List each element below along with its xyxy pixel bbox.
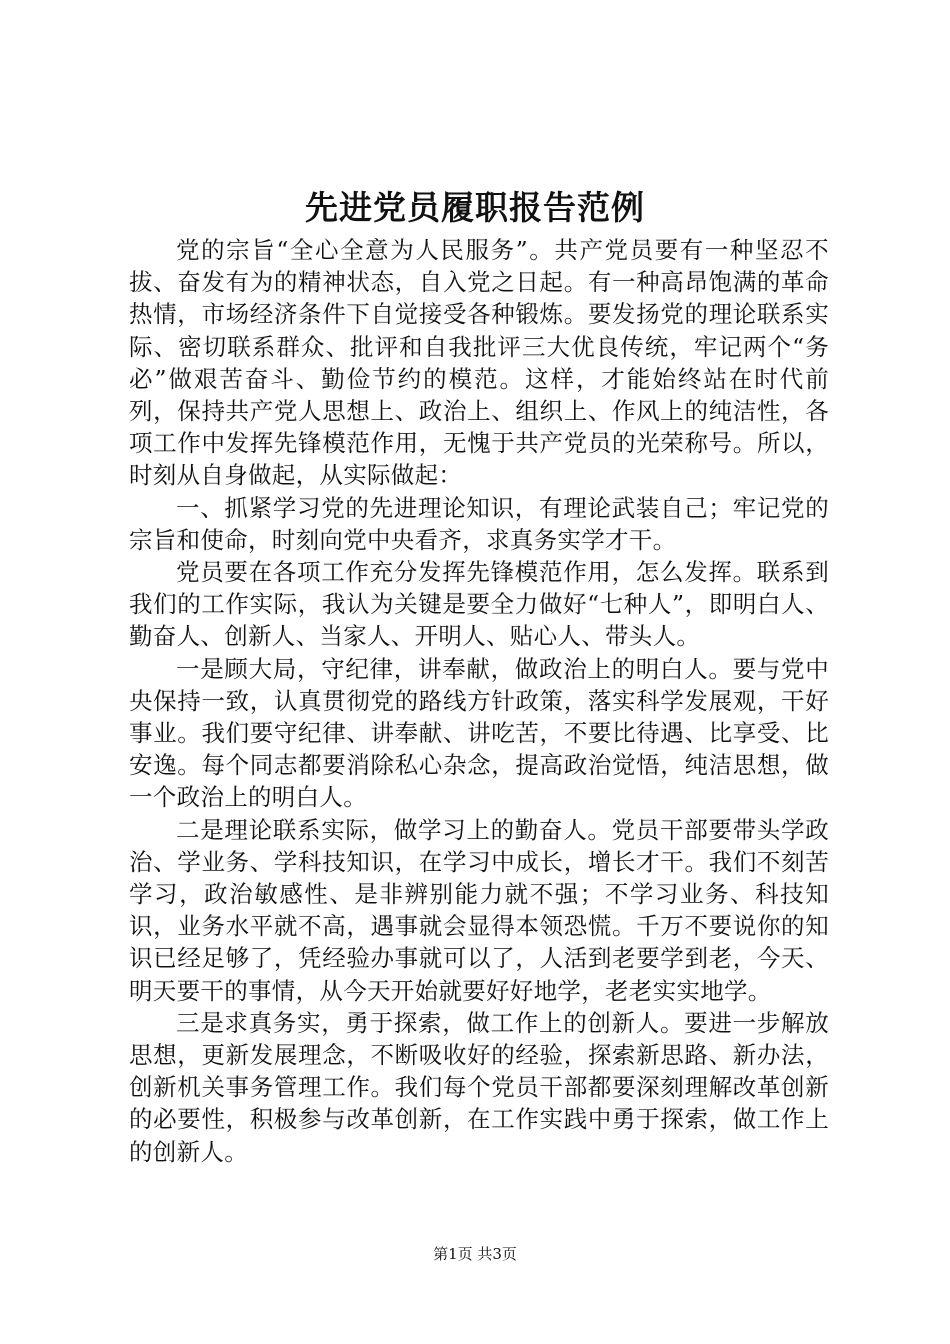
paragraph: 党员要在各项工作充分发挥先锋模范作用，怎么发挥。联系到我们的工作实际，我认为关键是要全力做好“七种人”，即明白人、勤奋人、创新人、当家人、开明人、贴心人、带头人。	[129, 558, 829, 651]
paragraph: 三是求真务实，勇于探索，做工作上的创新人。要进一步解放思想，更新发展理念，不断吸收好的经验，探索新思路、新办法，创新机关事务管理工作。我们每个党员干部都要深刻理解改革创新的必要性，积极参与改革创新，在工作实践中勇于探索，做工作上的创新人。	[129, 1008, 829, 1166]
document-body	[129, 234, 829, 1168]
paragraph: 二是理论联系实际，做学习上的勤奋人。党员干部要带头学政治、学业务、学科技知识，在学习中成长，增长才干。我们不刻苦学习，政治敏感性、是非辨别能力就不强；不学习业务、科技知识，业务水平就不高，遇事就会显得本领恐慌。千万不要说你的知识已经足够了，凭经验办事就可以了，人活到老要学到老，今天、明天要干的事情，从今天开始就要好好地学，老老实实地学。	[129, 815, 829, 1005]
paragraph: 党的宗旨“全心全意为人民服务”。共产党员要有一种坚忍不拔、奋发有为的精神状态，自入党之日起。有一种高昂饱满的革命热情，市场经济条件下自觉接受各种锻炼。要发扬党的理论联系实际、密切联系群众、批评和自我批评三大优良传统，牢记两个“务必”做艰苦奋斗、勤俭节约的模范。这样，才能始终站在时代前列，保持共产党人思想上、政治上、组织上、作风上的纯洁性，各项工作中发挥先锋模范作用，无愧于共产党员的光荣称号。所以，时刻从自身做起，从实际做起：	[129, 236, 829, 490]
paragraph: 一是顾大局，守纪律，讲奉献，做政治上的明白人。要与党中央保持一致，认真贯彻党的路线方针政策，落实科学发展观，干好事业。我们要守纪律、讲奉献、讲吃苦，不要比待遇、比享受、比安逸。每个同志都要消除私心杂念，提高政治觉悟，纯洁思想，做一个政治上的明白人。	[129, 654, 829, 812]
page-footer: 第1页 共3页	[433, 1245, 517, 1263]
document-title: 先进党员履职报告范例	[305, 188, 645, 227]
paragraph: 一、抓紧学习党的先进理论知识，有理论武装自己；牢记党的宗旨和使命，时刻向党中央看齐，求真务实学才干。	[129, 493, 829, 554]
